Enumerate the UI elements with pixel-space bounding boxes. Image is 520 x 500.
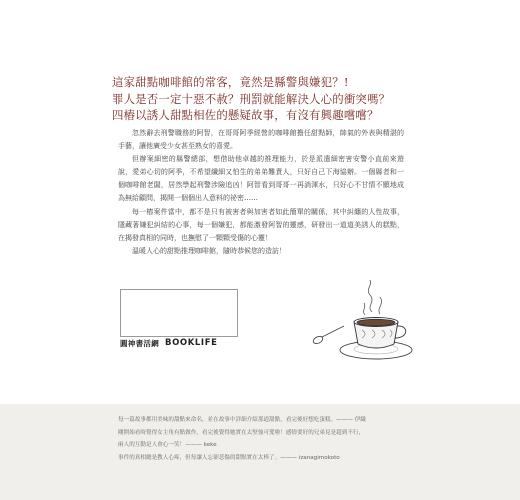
synopsis-paragraph: 溫暖人心的甜點推理咖啡館，隨時恭候您的造訪！ xyxy=(132,246,286,255)
steam-icon xyxy=(364,280,382,315)
spoon-icon xyxy=(312,326,344,345)
synopsis-paragraph: 每一樁案件當中，都不是只有被害者與加害者如此簡單的關係，其中糾纏的人性故事，隱藏著嫌犯糾結的心事，每一個嫌犯，都能激發阿智的靈感，研發出一道道美誘人的糕點，在揭發真相的同時，也撫慰了一顆顆受傷的心靈！ xyxy=(118,207,404,242)
headline-line: 四樁以誘人甜點相佐的懸疑故事，有沒有興趣嚐嚐？ xyxy=(112,108,379,122)
synopsis xyxy=(118,127,404,258)
barcode-placeholder-box xyxy=(120,289,238,337)
publisher-name-english: BOOKLIFE xyxy=(165,338,218,348)
headline-line: 這家甜點咖啡館的常客，竟然是縣警與嫌犯？! xyxy=(112,75,349,89)
headline-block xyxy=(112,74,412,124)
headline-line: 罪人是否一定十惡不赦？刑罰就能解決人心的衝突嗎？ xyxy=(112,91,391,106)
publisher-logo xyxy=(120,337,240,349)
coffee-cup-illustration xyxy=(310,278,420,368)
review-line: 剛開始看時覺得女主角有點做作，看完後覺得她實在太堅強可愛啦！感情要好的兄弟見是超到不行， xyxy=(118,429,365,436)
publisher-name-chinese: 圓神書活網 xyxy=(120,338,159,348)
synopsis-paragraph: 忽然辭去刑警職務的阿智，在哥哥阿季經營的咖啡館擔任甜點師，帥氣的外表與精湛的手藝，讓他廣受少女甚至熟女的喜愛。 xyxy=(118,129,404,151)
review-line: 兩人的互動是人會心一笑！——— keke xyxy=(118,442,217,449)
synopsis-paragraph: 但辦案細密的縣警總部，想借助他卓越的推理能力，於是派遣細密害安警小直前來遊說，愛弟心切的阿季，不希望纖細又怕生的弟弟難責人，只好自己下海協辦。一個縣者和一個咖啡館老闆，居然學起刑警涉險追凶！阿智看到哥哥一再淌渾水，只好心不甘情不願地成為無給顧問，揭開一個個出人意料的祕密…… xyxy=(118,155,404,203)
review-line: 事件的真相總是教人心疼，但每讓人忘卻悲傷的甜點實在太棒了。——— izanagimokoto xyxy=(118,454,340,461)
review-line: 每一篇故事都用美味的甜點來命名，並在故事中詳細介紹那道甜點，看完後好想吃蛋糕。——— 伊織 xyxy=(118,417,366,423)
reader-reviews xyxy=(118,414,418,464)
